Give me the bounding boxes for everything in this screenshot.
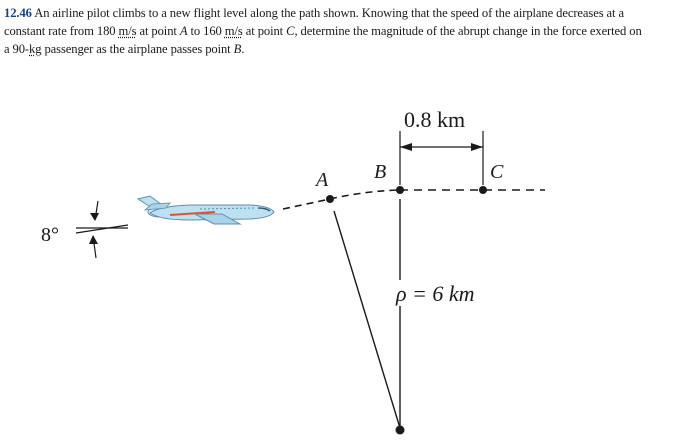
label-C: C (490, 161, 504, 183)
unit-ms-1: m/s (118, 24, 137, 38)
point-C-ref: C (286, 24, 295, 38)
dim-arrowhead-right (471, 143, 483, 151)
point-A-dot (326, 195, 334, 203)
problem-text-2d: at point (242, 24, 287, 38)
unit-ms-2: m/s (224, 24, 243, 38)
problem-text-2b: at point (136, 24, 180, 38)
radius-line-A (334, 211, 400, 428)
point-B-dot (396, 186, 404, 194)
problem-text-1: An airline pilot climbs to a new flight level along the path shown. Knowing that the speed of the airplane decreases at a (31, 6, 624, 20)
label-B: B (374, 161, 387, 183)
label-distance: 0.8 km (404, 107, 466, 132)
label-A: A (316, 169, 329, 191)
problem-text-3a: a 90- (4, 42, 30, 56)
point-A-ref: A (179, 24, 188, 38)
problem-text-2c: to 160 (187, 24, 225, 38)
point-B-ref: B (233, 42, 242, 56)
angle-arrowhead-upper (90, 213, 99, 221)
label-radius: ρ = 6 km (396, 281, 475, 306)
airplane-icon (138, 196, 274, 224)
flight-path-dashed (283, 199, 330, 209)
angle-arrowhead-lower (89, 235, 98, 244)
problem-text-3b: passenger as the airplane passes point (41, 42, 234, 56)
dim-arrowhead-left (400, 143, 412, 151)
unit-kg: kg (29, 42, 42, 56)
center-dot (396, 426, 405, 435)
problem-text-2e: , determine the magnitude of the abrupt change in the force exerted on (294, 24, 642, 38)
problem-text-2a: constant rate from 180 (4, 24, 119, 38)
point-C-dot (479, 186, 487, 194)
angle-inclined-line (76, 225, 128, 233)
label-angle: 8° (41, 224, 59, 246)
problem-number: 12.46 (4, 6, 32, 20)
flight-path-curve-dashed (330, 190, 400, 199)
problem-text-3c: . (241, 42, 245, 56)
